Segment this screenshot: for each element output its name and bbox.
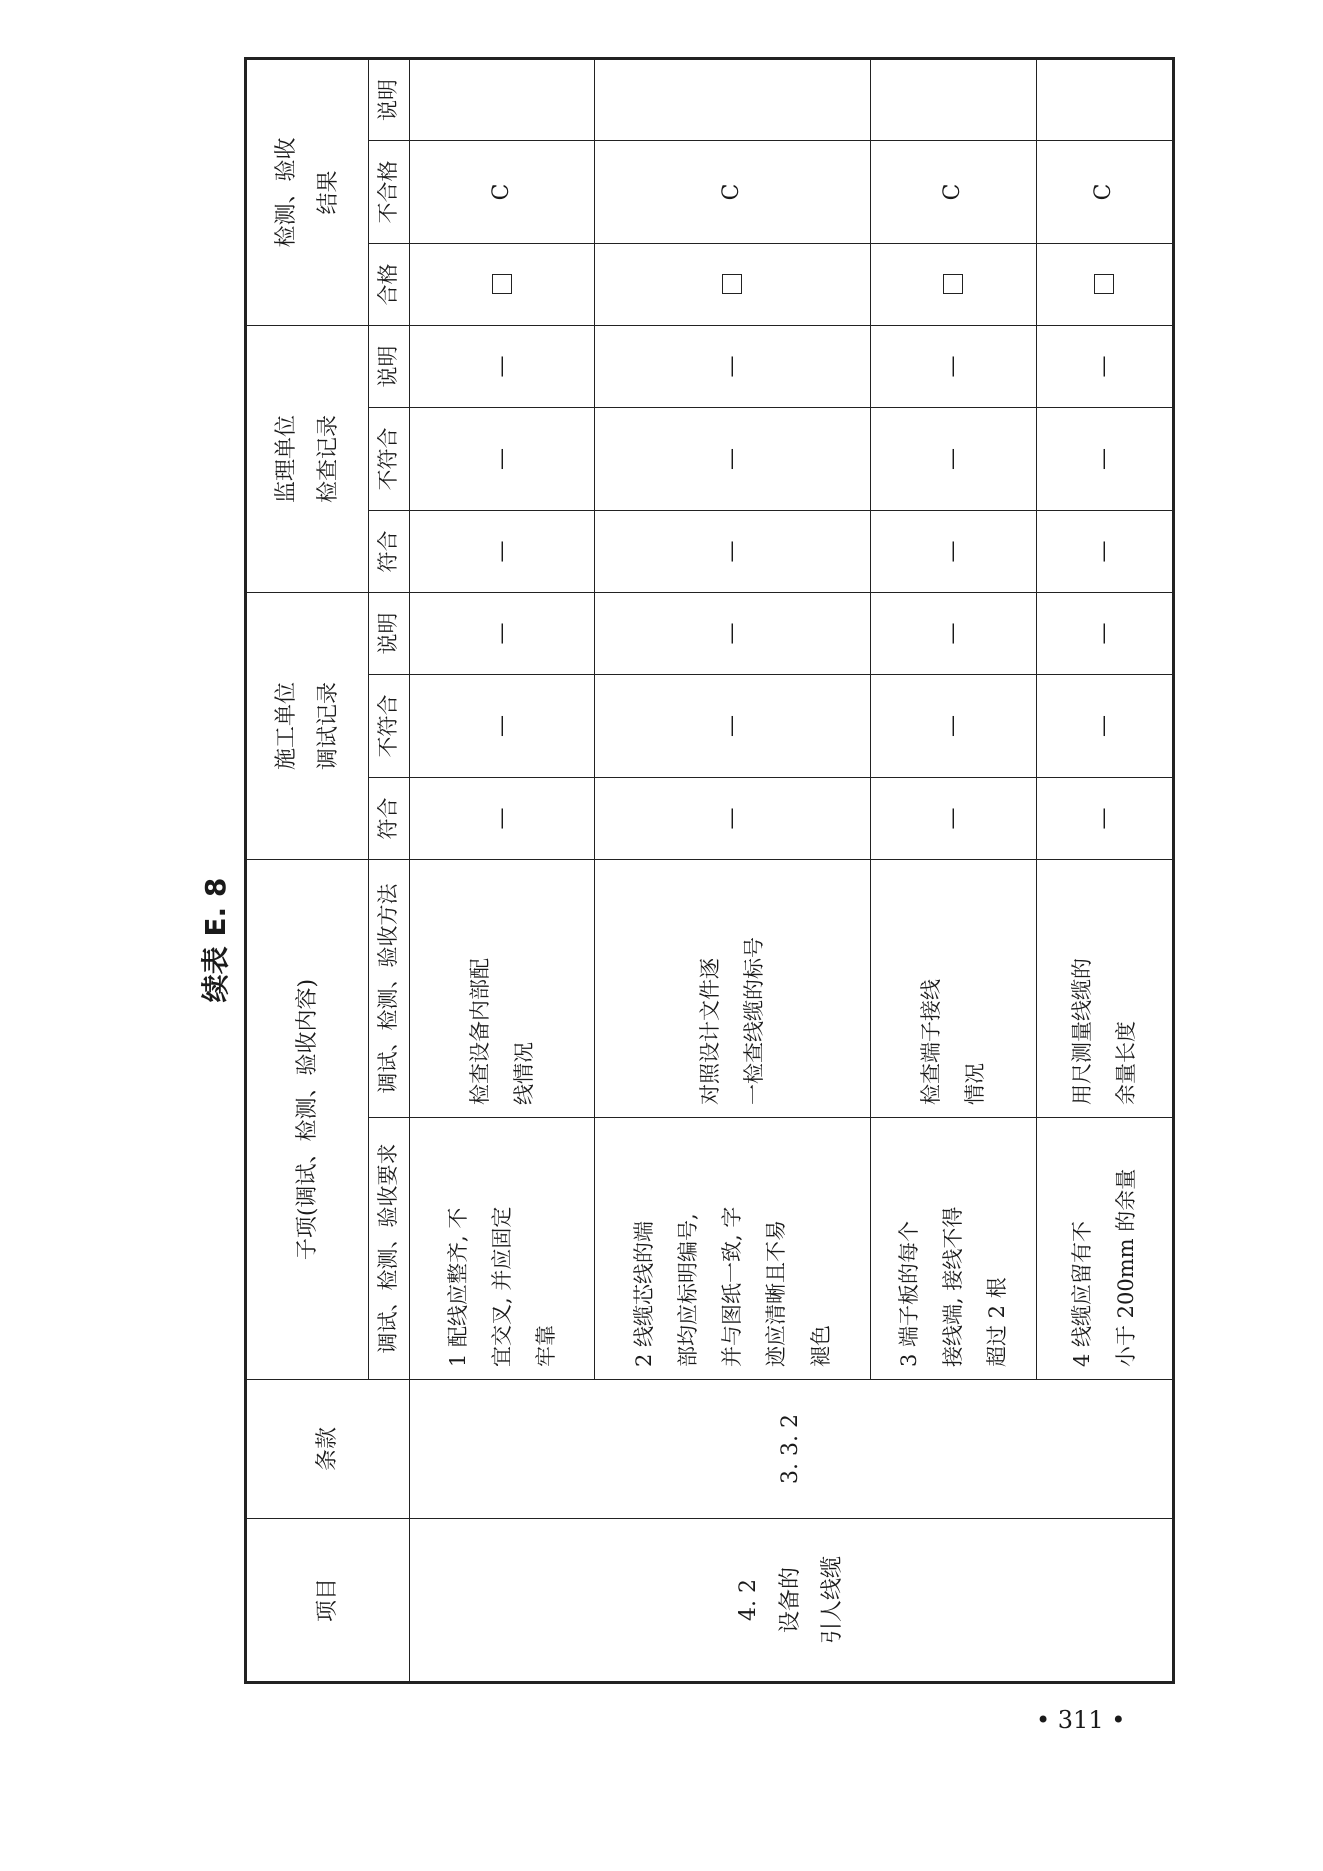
- fail-cell: [870, 140, 1036, 243]
- fail-cell: [594, 140, 870, 243]
- requirement-line: 超过 2 根: [985, 1277, 1010, 1367]
- requirement-cell: [870, 1118, 1036, 1380]
- requirement-line: 4 线缆应留有不: [1070, 1220, 1095, 1367]
- supervision-group-line-2: 检查记录: [315, 414, 341, 503]
- requirement-line: 迹应清晰且不易: [764, 1220, 789, 1367]
- pass-checkbox[interactable]: [492, 274, 512, 294]
- requirement-line: 接线端, 接线不得: [941, 1206, 966, 1367]
- supervision-nonconform-cell: —: [409, 407, 594, 510]
- requirement-cell: [594, 1118, 870, 1380]
- method-cell: [409, 859, 594, 1117]
- item-line: 4. 2: [736, 1579, 762, 1621]
- supervision-nonconform-cell: —: [594, 407, 870, 510]
- method-line: 检查端子接线: [919, 979, 944, 1105]
- pass-cell: [1036, 243, 1173, 325]
- requirement-line: 部均应标明编号,: [676, 1213, 701, 1367]
- caption-text: 续表 E. 8: [199, 877, 232, 1003]
- header-item: 项目: [246, 1519, 410, 1683]
- method-cell: [870, 859, 1036, 1117]
- requirement-line: 2 线缆芯线的端: [632, 1220, 657, 1367]
- requirement-line: 1 配线应整齐, 不: [445, 1207, 470, 1367]
- fail-cell: [1036, 140, 1173, 243]
- method-line: 对照设计文件逐: [698, 958, 723, 1105]
- item-line: 设备的: [777, 1567, 803, 1634]
- method-line: 余量长度: [1114, 1021, 1139, 1105]
- header-result-note: 说明: [369, 58, 410, 140]
- method-line: 一检查线缆的标号: [742, 937, 767, 1105]
- construction-note-cell: —: [409, 592, 594, 674]
- supervision-note-cell: —: [594, 325, 870, 407]
- table-frame: [244, 78, 1152, 1684]
- requirement-line: 小于 200mm 的余量: [1114, 1168, 1139, 1367]
- result-note-cell: [594, 58, 870, 140]
- header-result-pass: 合格: [369, 243, 410, 325]
- supervision-nonconform-cell: —: [1036, 407, 1173, 510]
- construction-conform-cell: —: [1036, 777, 1173, 859]
- pass-checkbox[interactable]: [722, 274, 742, 294]
- header-supervision-nonconform: 不符合: [369, 407, 410, 510]
- construction-nonconform-cell: —: [1036, 674, 1173, 777]
- construction-conform-cell: —: [870, 777, 1036, 859]
- result-group-line-1: 检测、验收: [273, 137, 299, 248]
- requirement-cell: [1036, 1118, 1173, 1380]
- fail-mark[interactable]: C: [488, 183, 514, 201]
- fail-mark[interactable]: C: [1091, 183, 1117, 201]
- construction-conform-cell: —: [594, 777, 870, 859]
- result-group-line-2: 结果: [315, 170, 341, 215]
- method-line: 用尺测量线缆的: [1070, 958, 1095, 1105]
- pass-cell: [409, 243, 594, 325]
- pass-cell: [594, 243, 870, 325]
- construction-nonconform-cell: —: [870, 674, 1036, 777]
- requirement-line: 3 端子板的每个: [897, 1220, 922, 1367]
- supervision-conform-cell: —: [594, 510, 870, 592]
- header-subitem-group: 子项(调试、检测、验收内容): [246, 859, 369, 1379]
- header-construction-nonconform: 不符合: [369, 674, 410, 777]
- method-cell: [1036, 859, 1173, 1117]
- header-construction-group: [246, 592, 369, 859]
- table-row: [409, 58, 594, 1682]
- requirement-line: 褪色: [808, 1325, 833, 1367]
- supervision-group-line-1: 监理单位: [273, 414, 299, 503]
- method-cell: [594, 859, 870, 1117]
- page-number: • 311 •: [1036, 1706, 1126, 1734]
- header-requirement: 调试、检测、验收要求: [369, 1118, 410, 1380]
- header-construction-conform: 符合: [369, 777, 410, 859]
- header-result-fail: 不合格: [369, 140, 410, 243]
- requirement-line: 并与图纸一致, 字: [720, 1206, 745, 1367]
- supervision-note-cell: —: [870, 325, 1036, 407]
- fail-mark[interactable]: C: [940, 183, 966, 201]
- supervision-conform-cell: —: [1036, 510, 1173, 592]
- result-note-cell: [1036, 58, 1173, 140]
- result-note-cell: [870, 58, 1036, 140]
- requirement-line: 牢靠: [533, 1325, 558, 1367]
- header-supervision-note: 说明: [369, 325, 410, 407]
- construction-nonconform-cell: —: [594, 674, 870, 777]
- header-method: 调试、检测、验收方法: [369, 859, 410, 1117]
- requirement-cell: [409, 1118, 594, 1380]
- construction-note-cell: —: [870, 592, 1036, 674]
- construction-conform-cell: —: [409, 777, 594, 859]
- pass-checkbox[interactable]: [1094, 274, 1114, 294]
- method-line: 情况: [963, 1063, 988, 1105]
- header-row-1: [246, 58, 369, 1682]
- item-cell: [409, 1519, 1173, 1683]
- pass-checkbox[interactable]: [943, 274, 963, 294]
- header-result-group: [246, 58, 369, 325]
- supervision-note-cell: —: [1036, 325, 1173, 407]
- method-line: 线情况: [511, 1042, 536, 1105]
- header-supervision-conform: 符合: [369, 510, 410, 592]
- rotated-table-container: [244, 78, 1152, 1684]
- supervision-conform-cell: —: [409, 510, 594, 592]
- header-clause: 条款: [246, 1380, 410, 1519]
- pass-cell: [870, 243, 1036, 325]
- header-construction-note: 说明: [369, 592, 410, 674]
- fail-cell: [409, 140, 594, 243]
- inspection-table: [244, 57, 1175, 1684]
- construction-note-cell: —: [1036, 592, 1173, 674]
- item-line: 引人线缆: [819, 1556, 845, 1645]
- construction-group-line-1: 施工单位: [273, 681, 299, 770]
- clause-cell: 3. 3. 2: [409, 1380, 1173, 1519]
- supervision-conform-cell: —: [870, 510, 1036, 592]
- supervision-nonconform-cell: —: [870, 407, 1036, 510]
- result-note-cell: [409, 58, 594, 140]
- construction-group-line-2: 调试记录: [315, 681, 341, 770]
- construction-nonconform-cell: —: [409, 674, 594, 777]
- supervision-note-cell: —: [409, 325, 594, 407]
- fail-mark[interactable]: C: [719, 183, 745, 201]
- header-supervision-group: [246, 325, 369, 592]
- method-line: 检查设备内部配: [467, 958, 492, 1105]
- construction-note-cell: —: [594, 592, 870, 674]
- requirement-line: 宜交叉, 并应固定: [489, 1206, 514, 1367]
